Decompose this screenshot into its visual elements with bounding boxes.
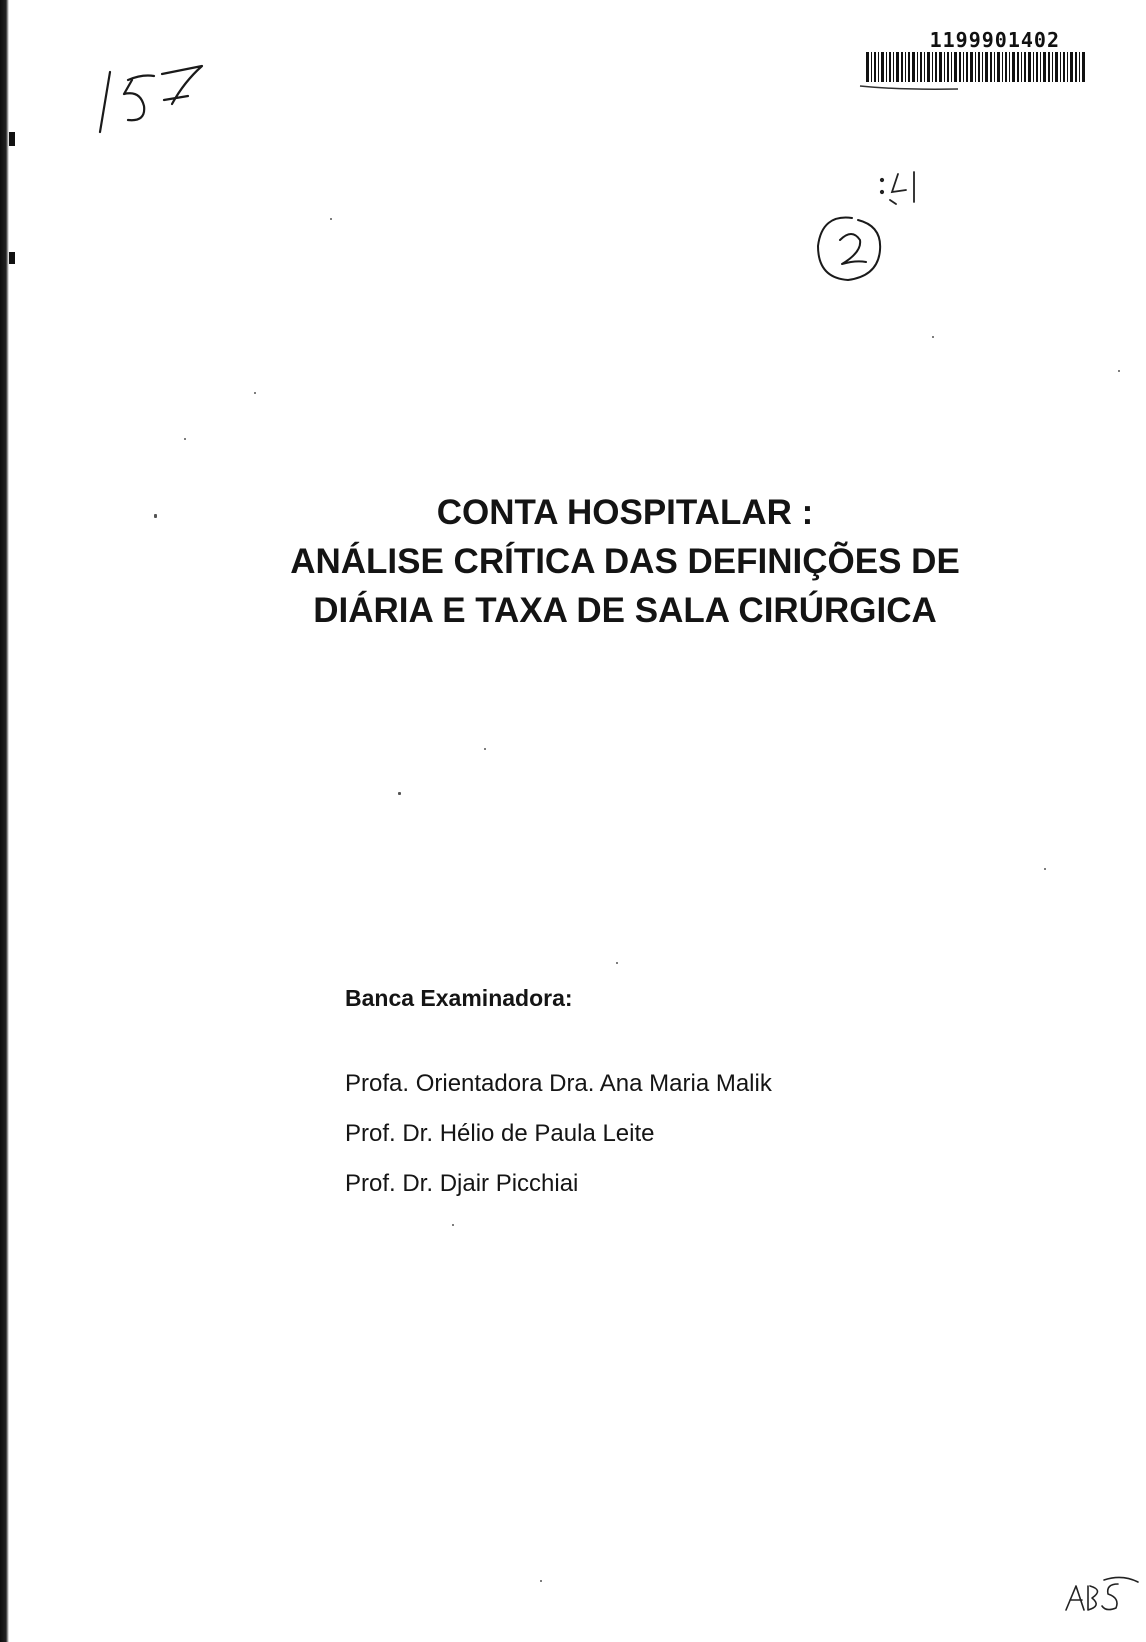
barcode-number: 1199901402 <box>929 28 1060 52</box>
scan-speck <box>1118 370 1120 372</box>
scan-speck <box>254 392 256 394</box>
barcode-underline <box>858 82 978 92</box>
title-line: ANÁLISE CRÍTICA DAS DEFINIÇÕES DE <box>290 542 960 581</box>
scan-speck <box>154 514 157 518</box>
committee-member: Prof. Dr. Hélio de Paula Leite <box>345 1120 655 1147</box>
scan-speck <box>330 218 332 220</box>
barcode-icon <box>866 52 1086 82</box>
scan-speck <box>540 1580 542 1582</box>
committee-member: Profa. Orientadora Dra. Ana Maria Malik <box>345 1070 772 1097</box>
scan-speck <box>1044 868 1046 870</box>
committee-heading: Banca Examinadora: <box>345 985 573 1011</box>
barcode-label <box>858 28 1086 92</box>
examining-committee <box>345 985 772 1220</box>
title-line: CONTA HOSPITALAR : <box>436 493 814 532</box>
scan-speck <box>484 748 486 750</box>
handwritten-circled-number <box>812 212 888 286</box>
document-title <box>210 488 1040 635</box>
scanned-page-edge <box>0 0 9 1642</box>
scan-speck <box>184 438 186 440</box>
scan-edge-mark <box>9 132 15 146</box>
scan-speck <box>616 962 618 964</box>
title-line: DIÁRIA E TAXA DE SALA CIRÚRGICA <box>313 591 937 630</box>
scan-speck <box>932 336 934 338</box>
handwritten-mark-colon-4 <box>876 170 926 210</box>
scan-speck <box>398 792 401 795</box>
committee-member: Prof. Dr. Djair Picchiai <box>345 1170 579 1197</box>
scan-edge-mark <box>9 252 15 264</box>
handwritten-initials <box>1062 1570 1142 1620</box>
handwritten-page-number <box>92 60 212 140</box>
scan-speck <box>452 1224 454 1226</box>
